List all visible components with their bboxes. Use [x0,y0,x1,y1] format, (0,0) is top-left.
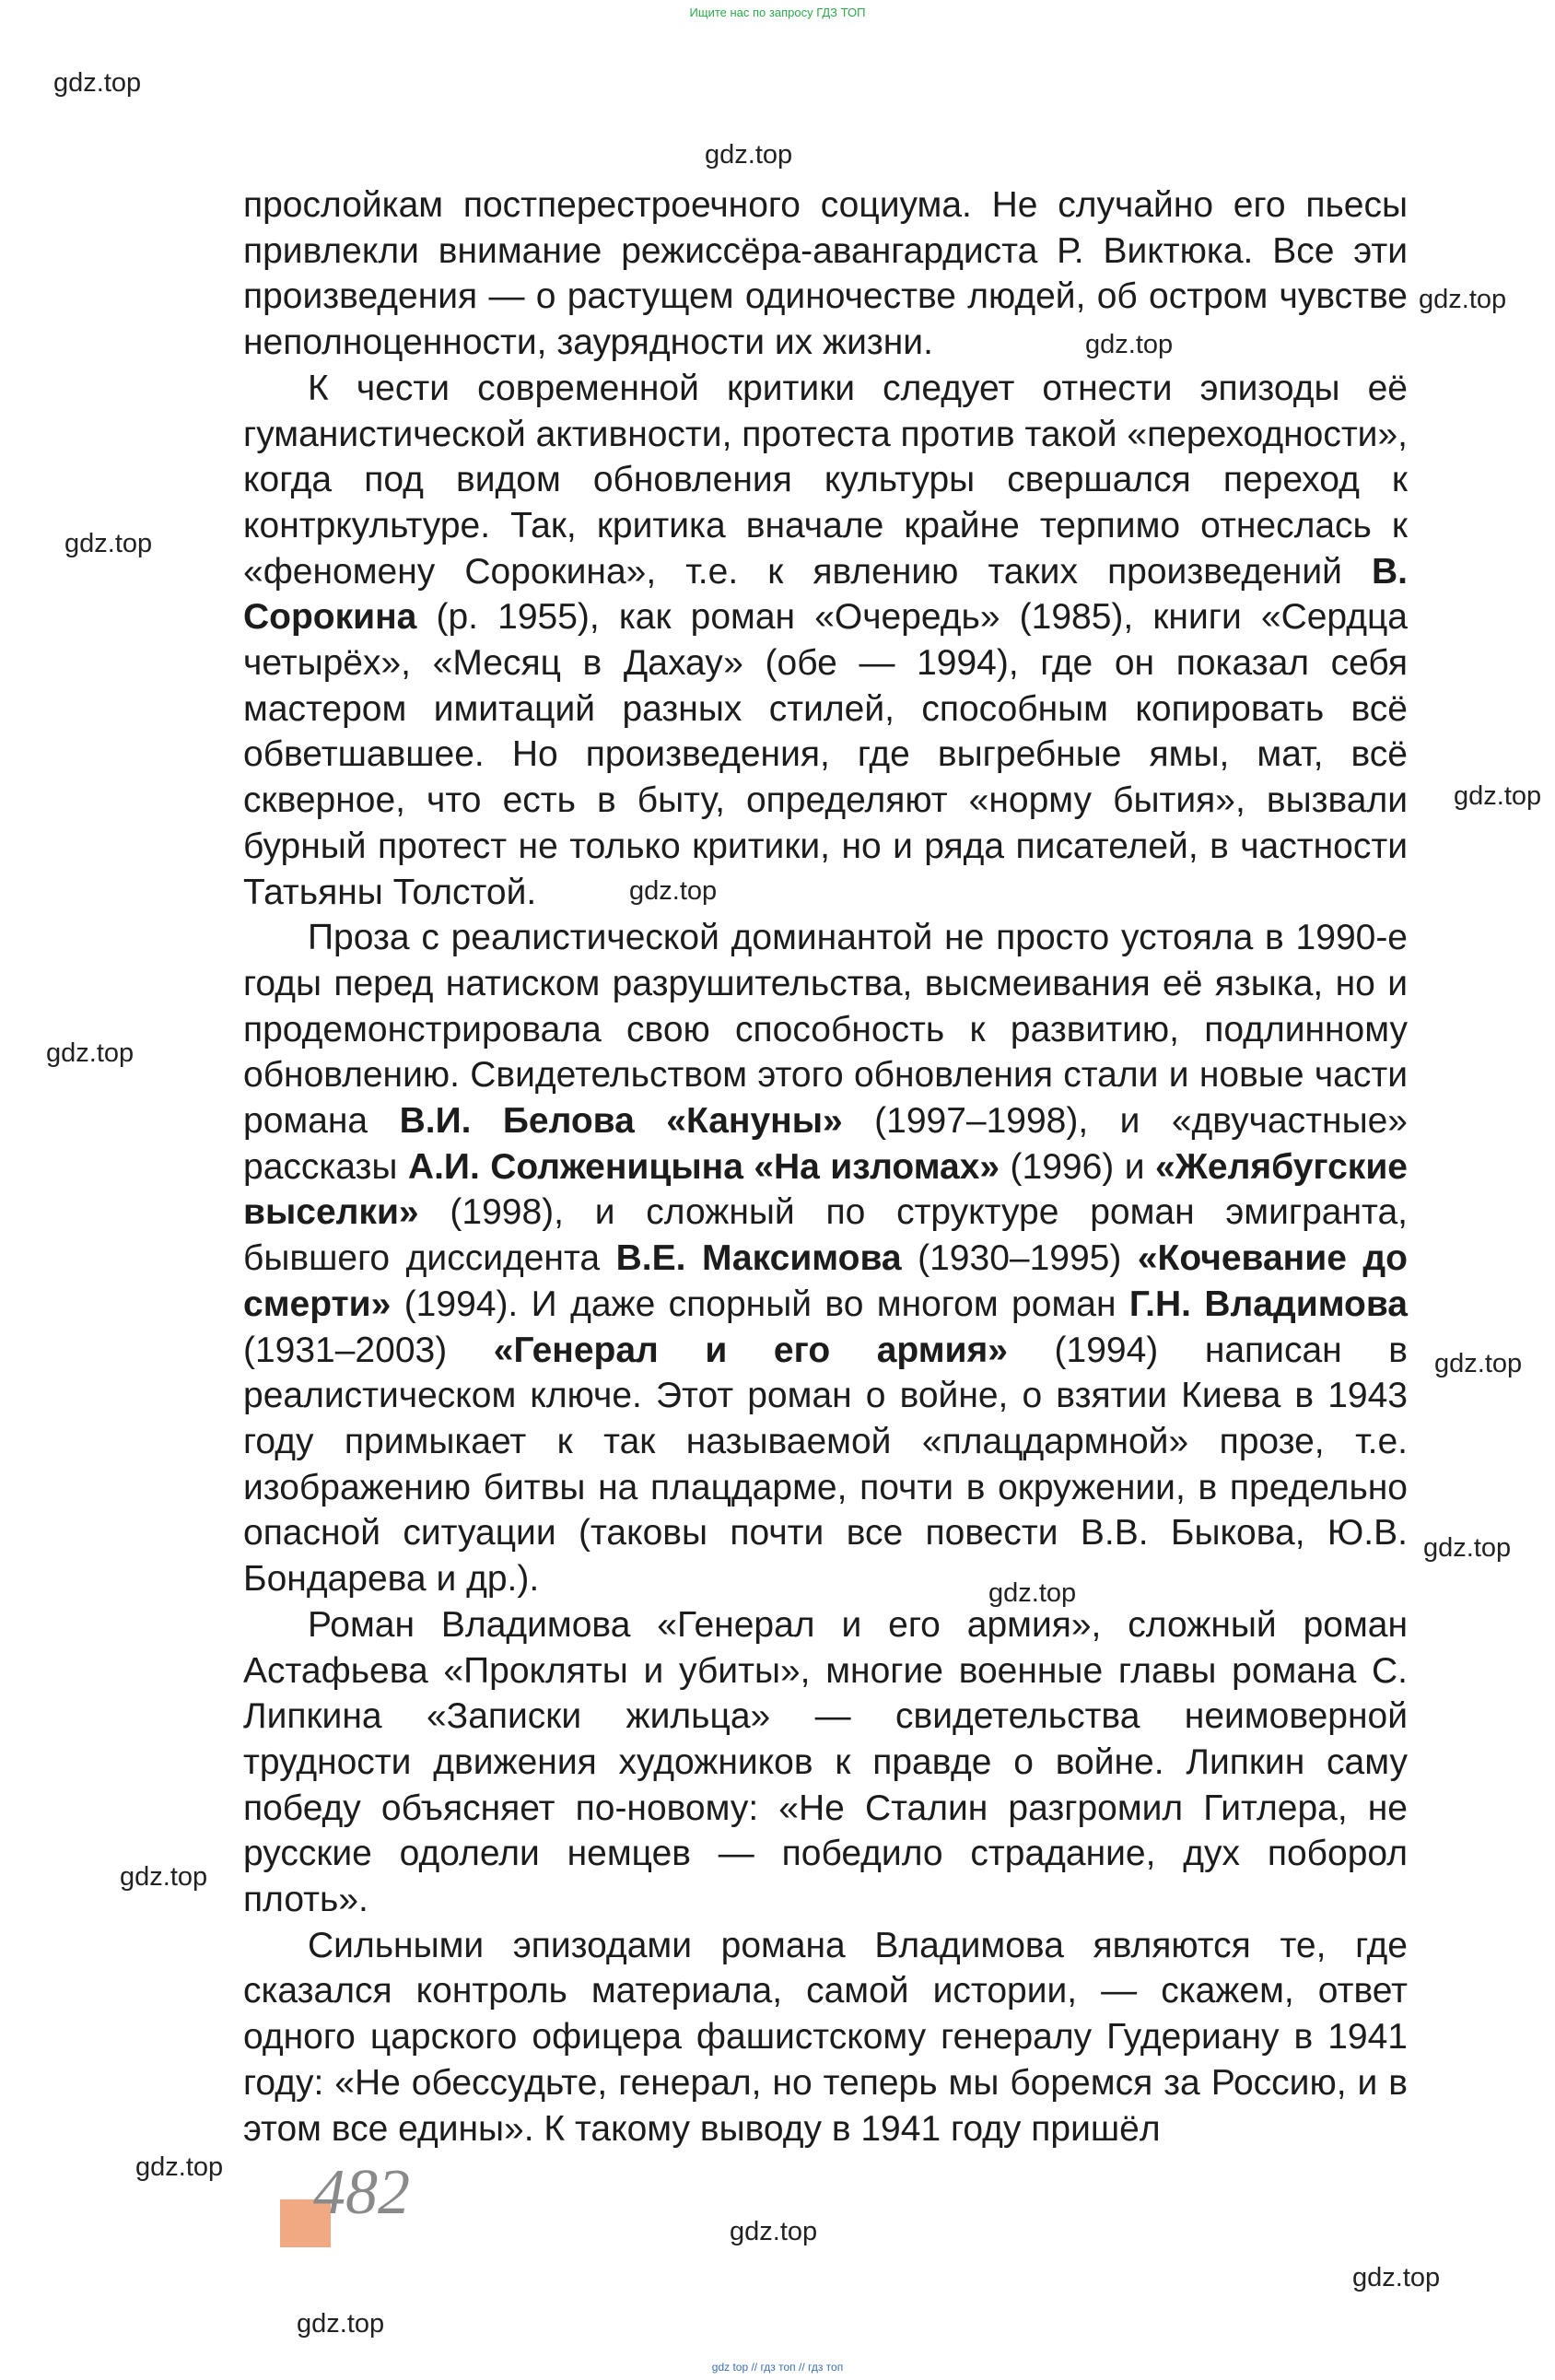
bold-run: «Желябугские выселки» [243,1146,1408,1233]
watermark: gdz.top [1434,1349,1523,1378]
bold-run: В. Сорокина [243,551,1408,638]
watermark: gdz.top [120,1862,208,1892]
watermark: gdz.top [64,529,153,558]
watermark: gdz.top [46,1038,134,1068]
text-run: (1994) написан в реалистическом ключе. Этот роман о войне, о взятии Киева в 1943 году примыкает к так называемой «плацдармной» прозе, т.е. изображению битвы на плацдарме, почти в окружении, в предельно опасной ситуации (таковы почти все повести В.В. Быкова, Ю.В. Бондарева и др.). [243,1330,1408,1600]
watermark: gdz.top [1419,285,1507,314]
text-run: Сильными эпизодами романа Владимова являются те, где сказался контроль материала, самой истории, — скажем, ответ одного царского офицера фашистскому генералу Гудериану в 1941 году: «Не обессудьте, генерал, но теперь мы боремся за Россию, и в этом все едины». К такому выводу в 1941 году пришёл [243,1925,1408,2149]
bold-run: В.И. Белова «Кануны» [399,1101,843,1142]
text-run: (1997–1998), и «двучастные» рассказы [243,1101,1408,1187]
watermark: gdz.top [1352,2263,1441,2292]
bold-run: А.И. Солженицына «На изломах» [407,1146,1000,1187]
paragraph [243,182,1408,366]
watermark: gdz.top [1085,330,1174,359]
text-run: (1996) и [1000,1146,1155,1187]
watermark: gdz.top [1454,781,1542,811]
text-run: Роман Владимова «Генерал и его армия», сложный роман Астафьева «Прокляты и убиты», многие военные главы романа С. Липкина «Записки жильца» — свидетельства неимоверной трудности движения художников к правде о войне. Липкин саму победу объясняет по-новому: «Не Сталин разгромил Гитлера, не русские одолели немцев — победило страдание, дух поборол плоть». [243,1604,1408,1920]
text-run: (р. 1955), как роман «Очередь» (1985), книги «Сердца четырёх», «Месяц в Дахау» (обе — 1994), где он показал себя мастером имитаций разных стилей, способным копировать всё обветшавшее. Но произведения, где выгребные ямы, мат, всё скверное, что есть в быту, определяют «норму бытия», вызвали бурный протест не только критики, но и ряда писателей, в частности Татьяны Толстой. [243,597,1408,912]
footer-note: gdz top // гдз топ // гдз топ [711,2361,844,2374]
text-run: (1931–2003) [243,1330,494,1370]
paragraph [243,1923,1408,2152]
page-number: 482 [313,2157,410,2228]
watermark: gdz.top [730,2217,818,2246]
watermark: gdz.top [988,1578,1077,1608]
text-run: (1998), и сложный по структуре роман эмигранта, бывшего диссидента [243,1192,1408,1279]
text-run: (1930–1995) [901,1238,1138,1279]
watermark: gdz.top [135,2152,224,2182]
text-run: прослойкам постперестроечного социума. Не случайно его пьесы привлекли внимание режиссёра-авангардиста Р. Виктюка. Все эти произведения — о растущем одиночестве людей, об остром чувстве неполноценности, заурядности их жизни. [243,185,1408,363]
paragraph [243,1602,1408,1923]
paragraph [243,915,1408,1602]
watermark: gdz.top [705,140,793,170]
header-note: Ищите нас по запросу ГДЗ ТОП [689,6,866,19]
bold-run: «Кочевание до смерти» [243,1238,1408,1324]
text-run: Проза с реалистической доминантой не просто устояла в 1990-е годы перед натиском разрушительства, высмеивания её языка, но и продемонстрировала свою способность к развитию, подлинному обновлению. Свидетельством этого обновления стали и новые части романа [243,918,1408,1142]
bold-run: В.Е. Максимова [615,1238,902,1279]
watermark: gdz.top [629,876,718,906]
watermark: gdz.top [297,2309,385,2339]
watermark: gdz.top [53,68,142,98]
body-text [243,182,1408,2151]
text-run: (1994). И даже спорный во многом роман [391,1284,1129,1324]
text-run: К чести современной критики следует отнести эпизоды её гуманистической активности, протеста против такой «переходности», когда под видом обновления культуры свершался переход к контркультуре. Так, критика вначале крайне терпимо отнеслась к «феномену Сорокина», т.е. к явлению таких произведений [243,368,1408,592]
watermark: gdz.top [1423,1533,1512,1563]
bold-run: Г.Н. Владимова [1128,1284,1408,1324]
bold-run: «Генерал и его армия» [493,1330,1008,1370]
paragraph [243,366,1408,915]
